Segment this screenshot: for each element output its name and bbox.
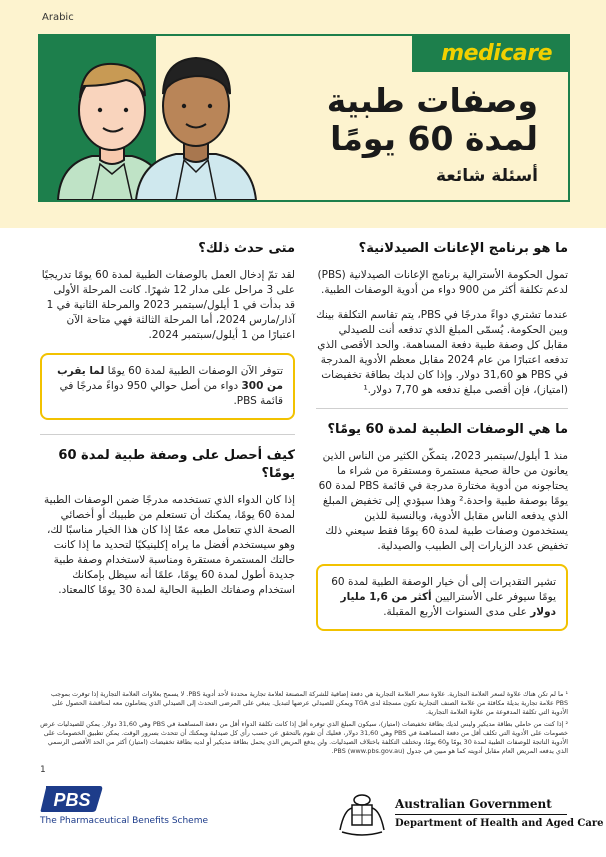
page-title-line-1: وصفات طبية	[326, 81, 538, 120]
availability-callout-bold: لما يقرب من 300	[57, 365, 283, 392]
footnotes	[40, 690, 568, 759]
question-sixty-day: ما هي الوصفات الطبية لمدة 60 يومًا؟	[327, 422, 568, 437]
government-divider	[395, 814, 567, 815]
savings-callout-text-2: على مدى السنوات الأربع المقبلة.	[383, 606, 531, 618]
savings-callout-text-1: تشير التقديرات إلى أن خيار الوصفة الطبية لمدة 60 يومًا سيوفر على الأستراليين	[331, 576, 556, 603]
availability-callout-text-1: تتوفر الآن الوصفات الطبية لمدة 60 يومًا	[104, 365, 283, 377]
right-column	[316, 240, 568, 645]
page-subtitle: أسئلة شائعة	[435, 166, 538, 186]
answer-how-para-1: إذا كان الدواء الذي تستخدمه مدرجًا ضمن الوصفات الطبية لمدة 60 يومًا، يمكنك أن تستعلم من طبيبك أو أخصائي الصحة الذي تتعامل معه عمّا إذا كان هذا الخيار مناسبًا لك، وهو سيستخدم أفضل ما يراه إكلينيكيًا لتحديد ما إذا كانت حالتك المستمرة مستقرة ومناسبة لاستخدام وصفة طبية جديدة أطول لمدة 60 يومًا، علمًا أنه سيظل بإمكانك استخدام وصفاتك الطبية الحالية لمدة 30 يومًا كالمعتاد.	[44, 494, 295, 596]
question-pbs: ما هو برنامج الإعانات الصيدلانية؟	[358, 241, 568, 256]
question-when: متى حدث ذلك؟	[198, 241, 295, 256]
availability-callout	[40, 353, 295, 420]
footnote-1: ¹ ما لم تكن هناك علاوة لسعر العلامة التجارية. علاوة سعر العلامة التجارية هي دفعة إضافية للشركة المصنعة لعلامة تجارية محددة لأحد أدوية PBS. لا يسمح بعلاوات العلامة التجارية إذا توفرت بموجب PBS علامة تجارية بديلة مكافئة من علامة الصنف التجارية تكون مسجلة لدى TGA ويمكن للصيدلي عرضها لتبديل. ينبغي على المرضى التحدث إلى الصيدلي الذي يتعاملون معه لمناقشة الحصول على الأدوية التي تكلفة المدفوعة من علاوة العلامة التجارية.	[50, 690, 568, 716]
medicare-logo	[412, 36, 568, 72]
language-label: Arabic	[42, 12, 74, 23]
coat-of-arms-icon	[336, 790, 388, 838]
answer-when-para-1: لقد تمّ إدخال العمل بالوصفات الطبية لمدة 60 يومًا تدريجيًا على 3 مراحل على مدار 12 شهرًا. كانت المرحلة الأولى قد بدأت في 1 أيلول/سبتمبر 2023 والمرحلة الثانية في 1 آذار/مارس 2024، أما المرحلة الثالثة فهي متاحة الآن اعتبارًا من 1 أيلول/سبتمبر 2024.	[41, 269, 295, 341]
question-how: كيف أحصل على وصفة طبية لمدة 60 يومًا؟	[58, 448, 295, 481]
footnote-2: ² إذا كنت من حاملي بطاقة مديكير وليس لديك بطاقة تخفيضات (امتياز)، سيكون المبلغ الذي توفره أقل إذا كانت تكلفة الدواء أقل من دفعة المساهمة في PBS وهي 31,60 دولار. يمكن للصيدليات عرض خصومات على الأدوية التي تكلف أقل من دفعة المساهمة في PBS وهي 31,60 دولار، فعليك أن تقوم بالتحقق عن حسب رأي كل صيدلية ويمكنك أن تتحدث بسرور الوقت. يمكن تطبيق الخصومات على الأدوية الناتجة للوصفات الطبية لمدة 30 يومًا و60 يومًا، وتختلف التكلفة باختلاف الصيدليات. ولن يدفع المريض الذي يحمل بطاقة مديكير أو لديه بطاقة تخفيضات (امتياز) أكثر من الحد الأقصى الرسمي الذي يدفعه المريض العام مقابل أدويته كما هو مبين في جدول PBS (www.pbs.gov.au).	[40, 720, 568, 755]
two-men-illustration-icon	[40, 36, 270, 200]
answer-pbs-para-1: تمول الحكومة الأسترالية برنامج الإعانات الصيدلانية (PBS) لدعم تكلفة أكثر من 900 دواء من أدوية الوصفات الطبية.	[317, 269, 568, 296]
section-divider	[40, 434, 295, 435]
hero-banner	[38, 34, 570, 202]
government-name: Australian Government	[395, 797, 552, 811]
answer-pbs-para-2: عندما تشتري دواءً مدرجًا في PBS، يتم تقاسم التكلفة بينك وبين الحكومة. يُسمّى المبلغ الذي تدفعه أنت للصيدلي مقابل كل وصفة طبية دفعة المساهمة. والحد الأقصى الذي تدفعه اعتبارًا من عام 2024 مقابل معظم الأدوية المدرجة في PBS هو 31,60 دولار. وإذا كان لديك بطاقة تخفيضات (امتياز)، فإن أقصى مبلغ تدفعه هو 7,70 دولار.¹	[316, 309, 568, 396]
pbs-logo-text: PBS	[53, 790, 91, 810]
section-divider	[316, 408, 568, 409]
savings-callout	[316, 564, 568, 631]
pbs-tagline: The Pharmaceutical Benefits Scheme	[40, 816, 209, 826]
pbs-logo-icon	[40, 784, 104, 814]
savings-callout-bold: أكثر من 1,6 مليار دولار	[340, 591, 556, 618]
left-column	[40, 240, 295, 608]
page-title	[238, 82, 538, 158]
medicare-logo-text: medicare	[441, 41, 552, 66]
answer-sixty-day-para-1: منذ 1 أيلول/سبتمبر 2023، يتمكّن الكثير من الناس الذين يعانون من حالة صحية مستمرة ومستقرة من شراء ما يحتاجونه من أدوية مختارة مدرجة في قائمة PBS لمدة 60 يومًا بوصفة طبية واحدة.² وهذا سيؤدي إلى تخفيض المبلغ الذي يدفعه الناس مقابل الأدوية، وبالنسبة للذين يستخدمون وصفات طبية لمدة 60 يومًا فقط سيعني ذلك تخفيض عدد الزيارات إلى الطبيب والصيدلية.	[318, 450, 568, 552]
availability-callout-text-2: دواء من أصل حوالي 950 دواءً مدرجًا في قائمة PBS.	[59, 380, 283, 407]
department-name: Department of Health and Aged Care	[395, 818, 604, 829]
page-title-line-2: لمدة 60 يومًا	[330, 119, 538, 158]
page-number: 1	[40, 765, 46, 775]
